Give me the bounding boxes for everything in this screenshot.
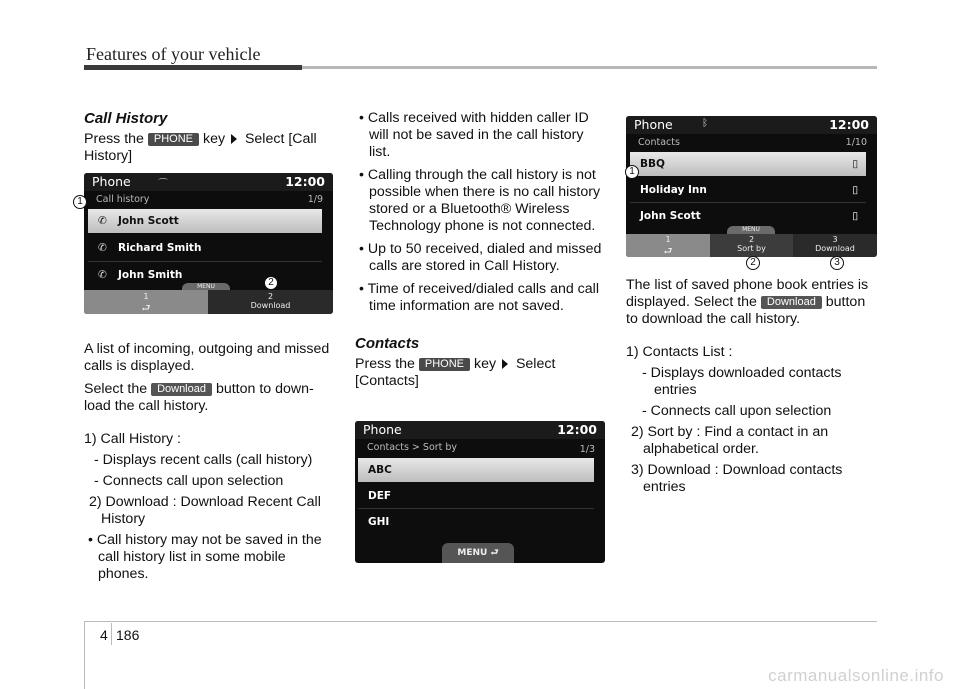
back-button-number: 1 <box>665 235 671 244</box>
menu-label: MENU <box>457 548 488 558</box>
contacts-sort-screen <box>355 421 605 563</box>
callout-badge-1: 1 <box>73 195 87 209</box>
note-bullet: • Call history may not be saved in the call history list in some mobile phones. <box>88 532 322 582</box>
screen-counter: 1/10 <box>845 137 867 148</box>
divider <box>88 261 322 262</box>
callout-badge-3: 3 <box>830 256 844 270</box>
download-button-label: Download <box>250 301 291 310</box>
divider <box>358 508 594 509</box>
arrow-right-icon <box>231 134 237 144</box>
note-bullet: • Up to 50 received, dialed and missed calls are stored in Call History. <box>359 241 602 274</box>
list-item-label: DEF <box>368 490 392 502</box>
back-arrow-icon: ⮐ <box>487 548 499 558</box>
phone-handset-icon: ⌒ <box>158 179 168 190</box>
call-history-description: A list of incoming, outgoing and missed calls is displayed. <box>84 341 330 374</box>
list-item[interactable] <box>358 510 594 534</box>
sort-button-label: Sort by <box>737 244 766 253</box>
header-rule-accent <box>84 65 302 70</box>
list-item[interactable] <box>88 209 322 233</box>
footer-separator <box>111 623 112 645</box>
screen-counter: 1/9 <box>307 194 323 205</box>
intro-mid: key <box>473 356 497 372</box>
note-bullet: • Time of received/dialed calls and call time information are not saved. <box>359 281 599 314</box>
screen-clock: 12:00 <box>829 117 869 132</box>
back-button-number: 1 <box>143 292 149 301</box>
list-item[interactable] <box>358 484 594 508</box>
screen-subtitle: Contacts > Sort by <box>367 442 458 453</box>
list-subitem: - Displays downloaded contacts entries <box>642 365 842 398</box>
left-column-text <box>84 341 334 583</box>
list-item-download: 2) Download : Download Recent Call History <box>89 494 321 527</box>
bottom-bar <box>84 290 333 314</box>
contacts-intro <box>355 356 605 390</box>
call-icon: ✆ <box>98 269 107 281</box>
list-subitem: - Connects call upon selection <box>642 403 832 419</box>
phone-key-label: PHONE <box>148 133 199 146</box>
list-item-call-history: 1) Call History : <box>84 431 181 447</box>
download-button-number: 3 <box>832 235 838 244</box>
footer-vertical-rule <box>84 621 85 689</box>
left-column <box>84 110 334 165</box>
contacts-description <box>626 277 878 328</box>
divider <box>630 202 866 203</box>
section-title-call-history: Call History <box>84 110 168 127</box>
back-arrow-icon: ⮐ <box>663 246 673 257</box>
bottom-bar <box>626 234 877 257</box>
list-item-label: John Scott <box>118 215 179 227</box>
contacts-list-screen <box>626 116 877 257</box>
screen-counter: 1/3 <box>579 444 595 455</box>
screen-clock: 12:00 <box>285 174 325 189</box>
list-item-label: BBQ <box>640 158 665 170</box>
phone-device-icon: ▯ <box>852 184 858 196</box>
list-item[interactable] <box>358 458 594 482</box>
download-instruction <box>84 381 334 415</box>
list-item-label: John Scott <box>640 210 701 222</box>
screen-subtitle: Call history <box>96 194 150 205</box>
download-key-label: Download <box>151 383 212 396</box>
para-suffix: button to down-load the call history. <box>84 381 314 414</box>
note-bullet: • Calling through the call history is not possible when there is no call history stored or a Bluetooth® Wireless Technology phone is not connected. <box>359 167 601 234</box>
menu-tab[interactable]: MENU <box>727 226 775 234</box>
intro-suffix: Select [Call History] <box>84 131 317 164</box>
screen-subtitle: Contacts <box>638 137 680 148</box>
intro-prefix: Press the <box>355 356 415 372</box>
list-item[interactable] <box>630 152 866 176</box>
list-item-label: John Smith <box>118 269 183 281</box>
para-prefix: Select the <box>84 381 148 397</box>
screen-title: Phone <box>363 422 402 437</box>
note-bullet: • Calls received with hidden caller ID will not be saved in the call history list. <box>359 110 589 160</box>
intro-prefix: Press the <box>84 131 144 147</box>
callout-badge-2: 2 <box>264 276 278 290</box>
phone-key-label: PHONE <box>419 358 470 371</box>
bluetooth-icon: ᛒ <box>702 118 708 129</box>
download-button-number: 2 <box>267 292 274 301</box>
back-arrow-icon: ⮐ <box>141 303 151 314</box>
list-item[interactable] <box>88 236 322 260</box>
section-title-contacts: Contacts <box>355 335 420 352</box>
screen-clock: 12:00 <box>557 422 597 437</box>
call-history-screen <box>84 173 333 314</box>
list-item-label: Richard Smith <box>118 242 202 254</box>
middle-column <box>355 110 605 390</box>
phone-device-icon: ▯ <box>852 158 858 170</box>
list-subitem: - Connects call upon selection <box>94 473 284 489</box>
screen-title: Phone <box>634 117 673 132</box>
list-item-download: 3) Download : Download contacts entries <box>631 462 843 495</box>
intro-suffix: Select [Contacts] <box>355 356 556 389</box>
list-item-label: Holiday Inn <box>640 184 707 196</box>
phone-device-icon: ▯ <box>852 210 858 222</box>
call-icon: ✆ <box>98 215 107 227</box>
callout-badge-1: 1 <box>625 165 639 179</box>
menu-tab[interactable]: MENU <box>182 283 230 291</box>
sort-by-button[interactable] <box>710 234 793 257</box>
screen-title: Phone <box>92 174 131 189</box>
list-item[interactable] <box>630 178 866 202</box>
call-history-intro <box>84 131 334 165</box>
para-prefix: The list of saved phone book entries is displayed. Select the <box>626 277 869 310</box>
back-button[interactable] <box>84 290 208 314</box>
list-item-sort-by: 2) Sort by : Find a contact in an alphabetical order. <box>631 424 829 457</box>
back-button[interactable] <box>626 234 710 257</box>
arrow-right-icon <box>502 359 508 369</box>
list-item-label: ABC <box>368 464 392 476</box>
footer-rule <box>84 621 877 622</box>
watermark: carmanualsonline.info <box>768 666 944 685</box>
intro-mid: key <box>202 131 226 147</box>
call-icon: ✆ <box>98 242 107 254</box>
para-suffix: button to download the call history. <box>626 294 866 327</box>
page-header-title: Features of your vehicle <box>86 44 261 64</box>
sort-button-number: 2 <box>748 235 755 244</box>
download-button[interactable] <box>208 290 333 314</box>
list-item-label: GHI <box>368 516 390 528</box>
download-button[interactable] <box>793 234 877 257</box>
menu-button[interactable] <box>442 543 514 563</box>
list-subitem: - Displays recent calls (call history) <box>94 452 313 468</box>
chapter-number: 4 <box>100 627 108 643</box>
page-number: 186 <box>116 627 140 643</box>
list-item[interactable] <box>630 204 866 228</box>
list-item-contacts: 1) Contacts List : <box>626 344 733 360</box>
callout-badge-2: 2 <box>746 256 760 270</box>
download-key-label: Download <box>761 296 822 309</box>
download-button-label: Download <box>815 244 855 253</box>
right-column-text <box>626 277 878 496</box>
